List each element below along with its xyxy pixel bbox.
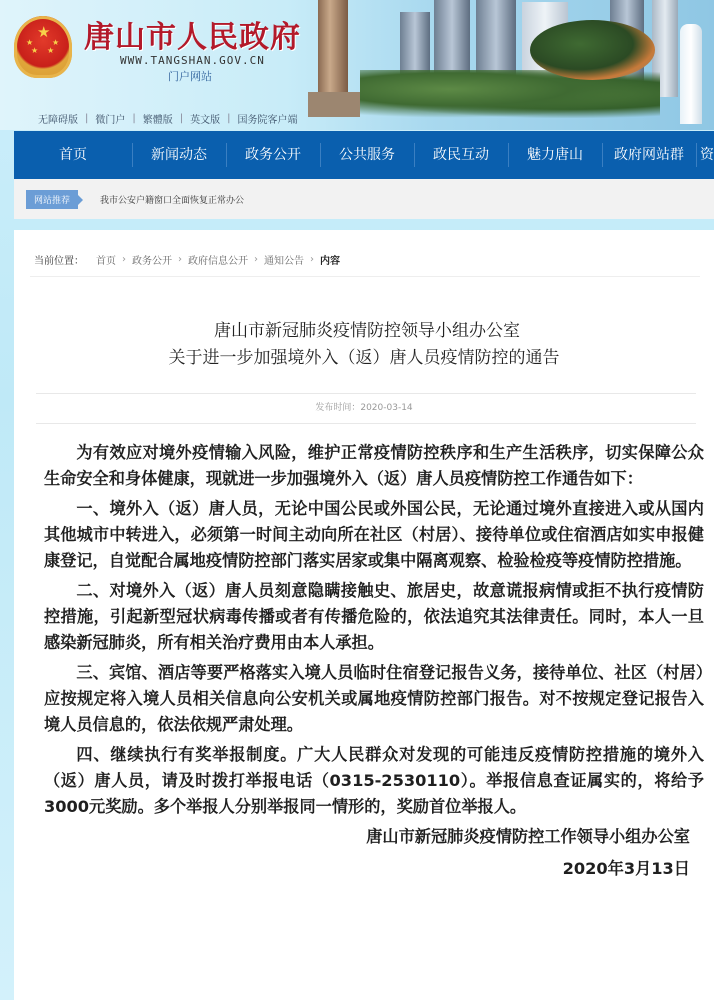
breadcrumb <box>34 252 340 267</box>
article-title-line2: 关于进一步加强境外入（返）唐人员疫情防控的通告 <box>168 348 560 368</box>
chevron-right-icon: › <box>254 254 258 265</box>
national-emblem-icon[interactable]: ★ ★ ★ ★ ★ <box>14 16 72 78</box>
article-signature-date: 2020年3月13日 <box>562 859 690 878</box>
site-subtitle: 门户网站 <box>168 70 212 83</box>
article-paragraph-intro: 为有效应对境外疫情输入风险，维护正常疫情防控秩序和生产生活秩序，切实保障公众生命安全和身体健康，现就进一步加强境外入（返）唐人员疫情防控工作通告如下： <box>44 443 704 488</box>
article-paragraph-3: 三、宾馆、酒店等要严格落实入境人员临时住宿登记报告义务，接待单位、社区（村居）应按规定将入境人员相关信息向公安机关或属地疫情防控部门报告。对不按规定登记报告入境人员信息的，依法依规严肃处理。 <box>44 663 704 734</box>
dome-building-image <box>530 20 655 80</box>
nav-resources[interactable]: 资 <box>696 131 714 179</box>
breadcrumb-label: 当前位置： <box>34 256 84 267</box>
chevron-right-icon: › <box>122 254 126 265</box>
breadcrumb-current: 内容 <box>320 256 340 267</box>
article-title-line1: 唐山市新冠肺炎疫情防控领导小组办公室 <box>214 321 520 341</box>
divider: | <box>132 113 136 124</box>
chevron-right-icon: › <box>178 254 182 265</box>
main-nav <box>14 131 714 179</box>
divider: | <box>179 113 184 124</box>
recommend-link[interactable]: 我市公安户籍窗口全面恢复正常办公 <box>100 195 245 206</box>
header-banner <box>0 0 714 130</box>
link-state-council-app[interactable]: 国务院客户端 <box>237 115 298 126</box>
breadcrumb-home[interactable]: 首页 <box>96 256 116 267</box>
breadcrumb-government-affairs[interactable]: 政务公开 <box>132 256 172 267</box>
breadcrumb-info-disclosure[interactable]: 政府信息公开 <box>188 256 248 267</box>
divider: | <box>85 113 89 124</box>
nav-interaction[interactable]: 政民互动 <box>414 131 508 179</box>
link-accessible-version[interactable]: 无障碍版 <box>38 115 78 126</box>
site-url: WWW.TANGSHAN.GOV.CN <box>120 54 265 67</box>
publish-date: 2020-03-14 <box>360 403 413 413</box>
publish-time <box>14 400 714 413</box>
nav-site-group[interactable]: 政府网站群 <box>602 131 696 179</box>
site-title[interactable]: 唐山市人民政府 <box>84 20 301 55</box>
recommend-tag: 网站推荐 <box>26 190 78 209</box>
chevron-right-icon: › <box>310 254 314 265</box>
site-recommend-bar <box>14 179 714 219</box>
nav-news[interactable]: 新闻动态 <box>132 131 226 179</box>
article-title <box>14 318 714 372</box>
statue-image <box>680 24 702 124</box>
article-signature: 唐山市新冠肺炎疫情防控工作领导小组办公室 <box>366 827 690 846</box>
article-paragraph-4: 四、继续执行有奖举报制度。广大人民群众对发现的可能违反疫情防控措施的境外入（返）唐人员，请及时拨打举报电话（0315-2530110）。举报信息查证属实的，将给予3000元奖励。多个举报人分别举报同一情形的，奖励首位举报人。 <box>44 745 704 816</box>
link-english-version[interactable]: 英文版 <box>190 115 221 126</box>
publish-label: 发布时间： <box>315 403 361 413</box>
monument-base-image <box>308 92 360 117</box>
article-body <box>44 440 704 882</box>
top-links <box>38 111 298 126</box>
article-paragraph-2: 二、对境外入（返）唐人员刻意隐瞒接触史、旅居史，故意谎报病情或拒不执行疫情防控措施，引起新型冠状病毒传播或者有传播危险的，依法追究其法律责任。同时，本人一旦感染新冠肺炎，所有相关治疗费用由本人承担。 <box>44 581 704 652</box>
nav-charm-tangshan[interactable]: 魅力唐山 <box>508 131 602 179</box>
link-traditional-chinese[interactable]: 繁體版 <box>142 115 173 126</box>
divider: | <box>227 113 231 124</box>
nav-public-services[interactable]: 公共服务 <box>320 131 414 179</box>
divider <box>36 423 696 424</box>
nav-home[interactable]: 首页 <box>59 147 87 163</box>
article-paragraph-1: 一、境外入（返）唐人员，无论中国公民或外国公民，无论通过境外直接进入或从国内其他城市中转进入，必须第一时间主动向所在社区（村居）、接待单位或住宿酒店如实申报健康登记，自觉配合属地疫情防控部门落实居家或集中隔离观察、检验检疫等疫情防控措施。 <box>44 499 704 570</box>
divider <box>36 393 696 394</box>
article-card <box>14 230 714 1000</box>
divider <box>30 276 700 277</box>
link-micro-portal[interactable]: 微门户 <box>95 115 126 126</box>
breadcrumb-notices[interactable]: 通知公告 <box>264 256 304 267</box>
nav-government-affairs[interactable]: 政务公开 <box>226 131 320 179</box>
